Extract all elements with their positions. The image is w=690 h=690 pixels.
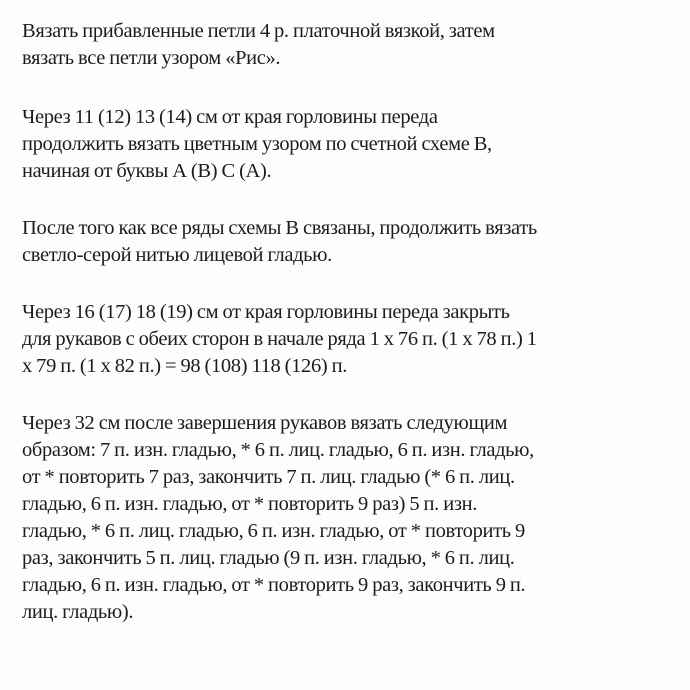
text-line: продолжить вязать цветным узором по счетной схеме В, (22, 133, 492, 155)
text-line: для рукавов с обеих сторон в начале ряда 1 x 76 п. (1 x 78 п.) 1 (22, 328, 537, 350)
text-line: лиц. гладью). (22, 601, 134, 623)
text-line: гладью, 6 п. изн. гладью, от * повторить 9 раз, закончить 9 п. (22, 574, 526, 596)
paragraph-after-scheme (22, 215, 682, 269)
paragraph-color-pattern (22, 104, 682, 185)
text-line: x 79 п. (1 x 82 п.) = 98 (108) 118 (126) п. (22, 355, 347, 377)
text-line: Через 16 (17) 18 (19) см от края горловины переда закрыть (22, 301, 510, 323)
text-line: светло-серой нитью лицевой гладью. (22, 244, 332, 266)
text-line: вязать все петли узором «Рис». (22, 47, 281, 69)
text-line: Вязать прибавленные петли 4 р. платочной вязкой, затем (22, 20, 495, 42)
document-page (22, 18, 682, 653)
paragraph-rib-pattern (22, 410, 682, 626)
text-line: начиная от буквы А (В) С (А). (22, 160, 272, 182)
text-line: Через 11 (12) 13 (14) см от края горловины переда (22, 106, 438, 128)
text-line: раз, закончить 5 п. лиц. гладью (9 п. изн. гладью, * 6 п. лиц. (22, 547, 515, 569)
paragraph-added-stitches (22, 18, 682, 72)
text-line: от * повторить 7 раз, закончить 7 п. лиц. гладью (* 6 п. лиц. (22, 466, 515, 488)
text-line: Через 32 см после завершения рукавов вязать следующим (22, 412, 508, 434)
text-line: образом: 7 п. изн. гладью, * 6 п. лиц. гладью, 6 п. изн. гладью, (22, 439, 534, 461)
text-line: гладью, * 6 п. лиц. гладью, 6 п. изн. гладью, от * повторить 9 (22, 520, 525, 542)
text-line: После того как все ряды схемы В связаны, продолжить вязать (22, 217, 537, 239)
text-line: гладью, 6 п. изн. гладью, от * повторить 9 раз) 5 п. изн. (22, 493, 477, 515)
paragraph-sleeves-bind-off (22, 299, 682, 380)
